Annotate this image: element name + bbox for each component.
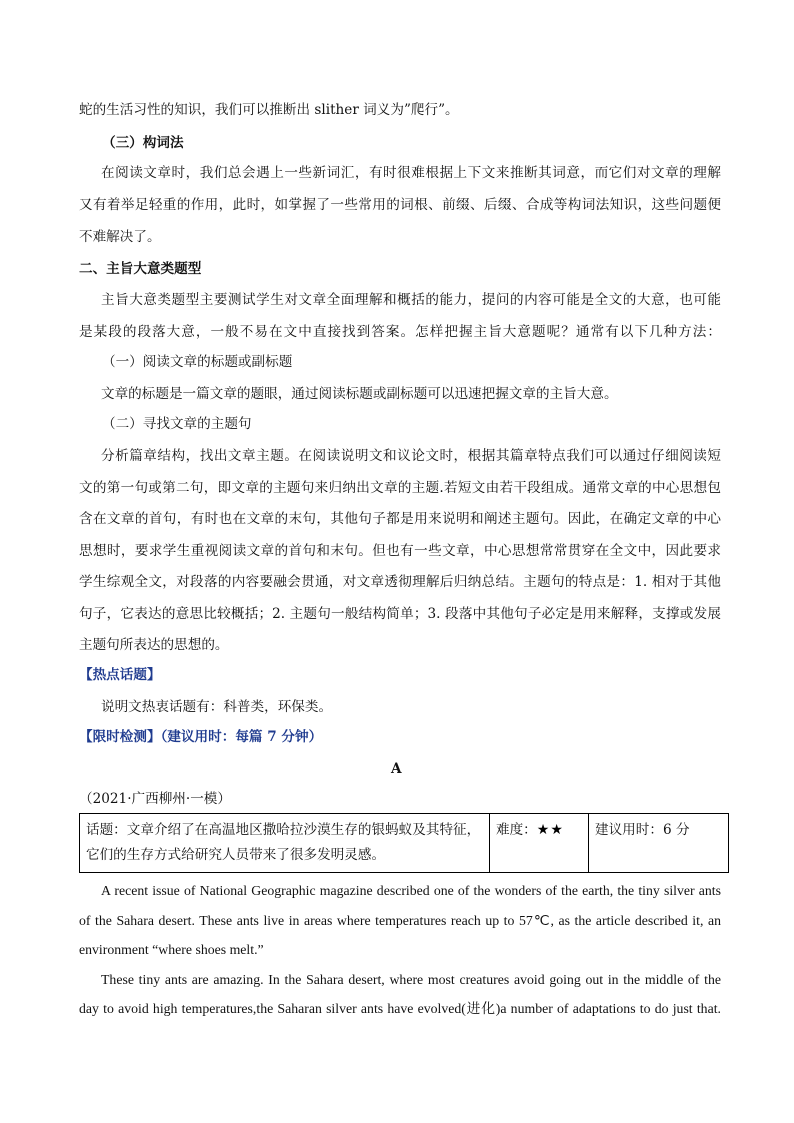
paragraph-line: 不难解决了。 [79,229,161,245]
topic-cell [80,814,490,873]
hot-topic-text: 说明文热衷话题有：科普类，环保类。 [101,699,333,715]
paragraph-end-line: 蛇的生活习性的知识，我们可以推断出 slither 词义为”爬行”。 [79,102,459,118]
timed-test-label: 【限时检测】（建议用时：每篇 7 分钟） [79,729,323,745]
info-table [79,813,729,873]
paragraph-line: 又有着举足轻重的作用，此时，如掌握了一些常用的词根、前缀、后缀、合成等构词法知识，这些问题便 [79,197,721,213]
paragraph-line: 文章的标题是一篇文章的题眼，通过阅读标题或副标题可以迅速把握文章的主旨大意。 [101,386,618,402]
paragraph-line: 是某段的段落大意，一般不易在文中直接找到答案。怎样把握主旨大意题呢？通常有以下几种方法： [79,324,721,340]
paragraph-line: 句子，它表达的意思比较概括；2. 主题句一般结构简单；3. 段落中其他句子必定是用来解释，支撑或发展 [79,606,721,622]
paragraph-line: 含在文章的首句，有时也在文章的末句，其他句子都是用来说明和阐述主题句。因此，在确定文章的中心 [79,511,721,527]
passage-source: （2021·广西柳州·一模） [79,791,231,807]
subheading-word-formation: （三）构词法 [102,135,184,151]
paragraph-line: 主旨大意类题型主要测试学生对文章全面理解和概括的能力，提问的内容可能是全文的大意，也可能 [101,292,721,308]
passage-letter: A [391,761,402,777]
method-title: （二）寻找文章的主题句 [102,416,252,432]
passage-line: of the Sahara desert. These ants live in areas where temperatures reach up to 57℃, as the article described it, an [79,913,721,928]
star-icon: ★★ [536,822,564,838]
hot-topic-label: 【热点话题】 [79,667,161,683]
topic-line: 话题：文章介绍了在高温地区撒哈拉沙漠生存的银蚂蚁及其特征， [86,822,481,838]
method-title: （一）阅读文章的标题或副标题 [102,354,293,370]
passage-line: day to avoid high temperatures,the Saharan silver ants have evolved(进化)a number of adaptations to do just that. [79,1001,721,1016]
topic-line: 它们的生存方式给研究人员带来了很多发明灵感。 [86,847,386,863]
paragraph-line: 分析篇章结构，找出文章主题。在阅读说明文和议论文时，根据其篇章特点我们可以通过仔细阅读短 [101,448,721,464]
section-heading: 二、主旨大意类题型 [79,261,202,277]
paragraph-line: 思想时，要求学生重视阅读文章的首句和末句。但也有一些文章，中心思想常常贯穿在全文中，因此要求 [79,543,721,559]
suggested-time: 建议用时：6 分 [595,822,690,838]
difficulty-label: 难度： [496,822,537,838]
time-cell [589,814,729,873]
paragraph-line: 在阅读文章时，我们总会遇上一些新词汇，有时很难根据上下文来推断其词意，而它们对文章的理解 [101,165,721,181]
difficulty-cell [490,814,589,873]
paragraph-line: 文的第一句或第二句，即文章的主题句来归纳出文章的主题.若短文由若干段组成。通常文章的中心思想包 [79,480,721,496]
passage-line: A recent issue of National Geographic magazine described one of the wonders of the earth, the tiny silver ants [101,883,721,898]
passage-line: These tiny ants are amazing. In the Sahara desert, where most creatures avoid going out in the middle of the [101,972,721,987]
paragraph-line: 学生综观全文，对段落的内容要融会贯通，对文章透彻理解后归纳总结。主题句的特点是：1. 相对于其他 [79,574,721,590]
paragraph-line: 主题句所表达的思想的。 [79,637,229,653]
passage-line: environment “where shoes melt.” [79,942,264,957]
